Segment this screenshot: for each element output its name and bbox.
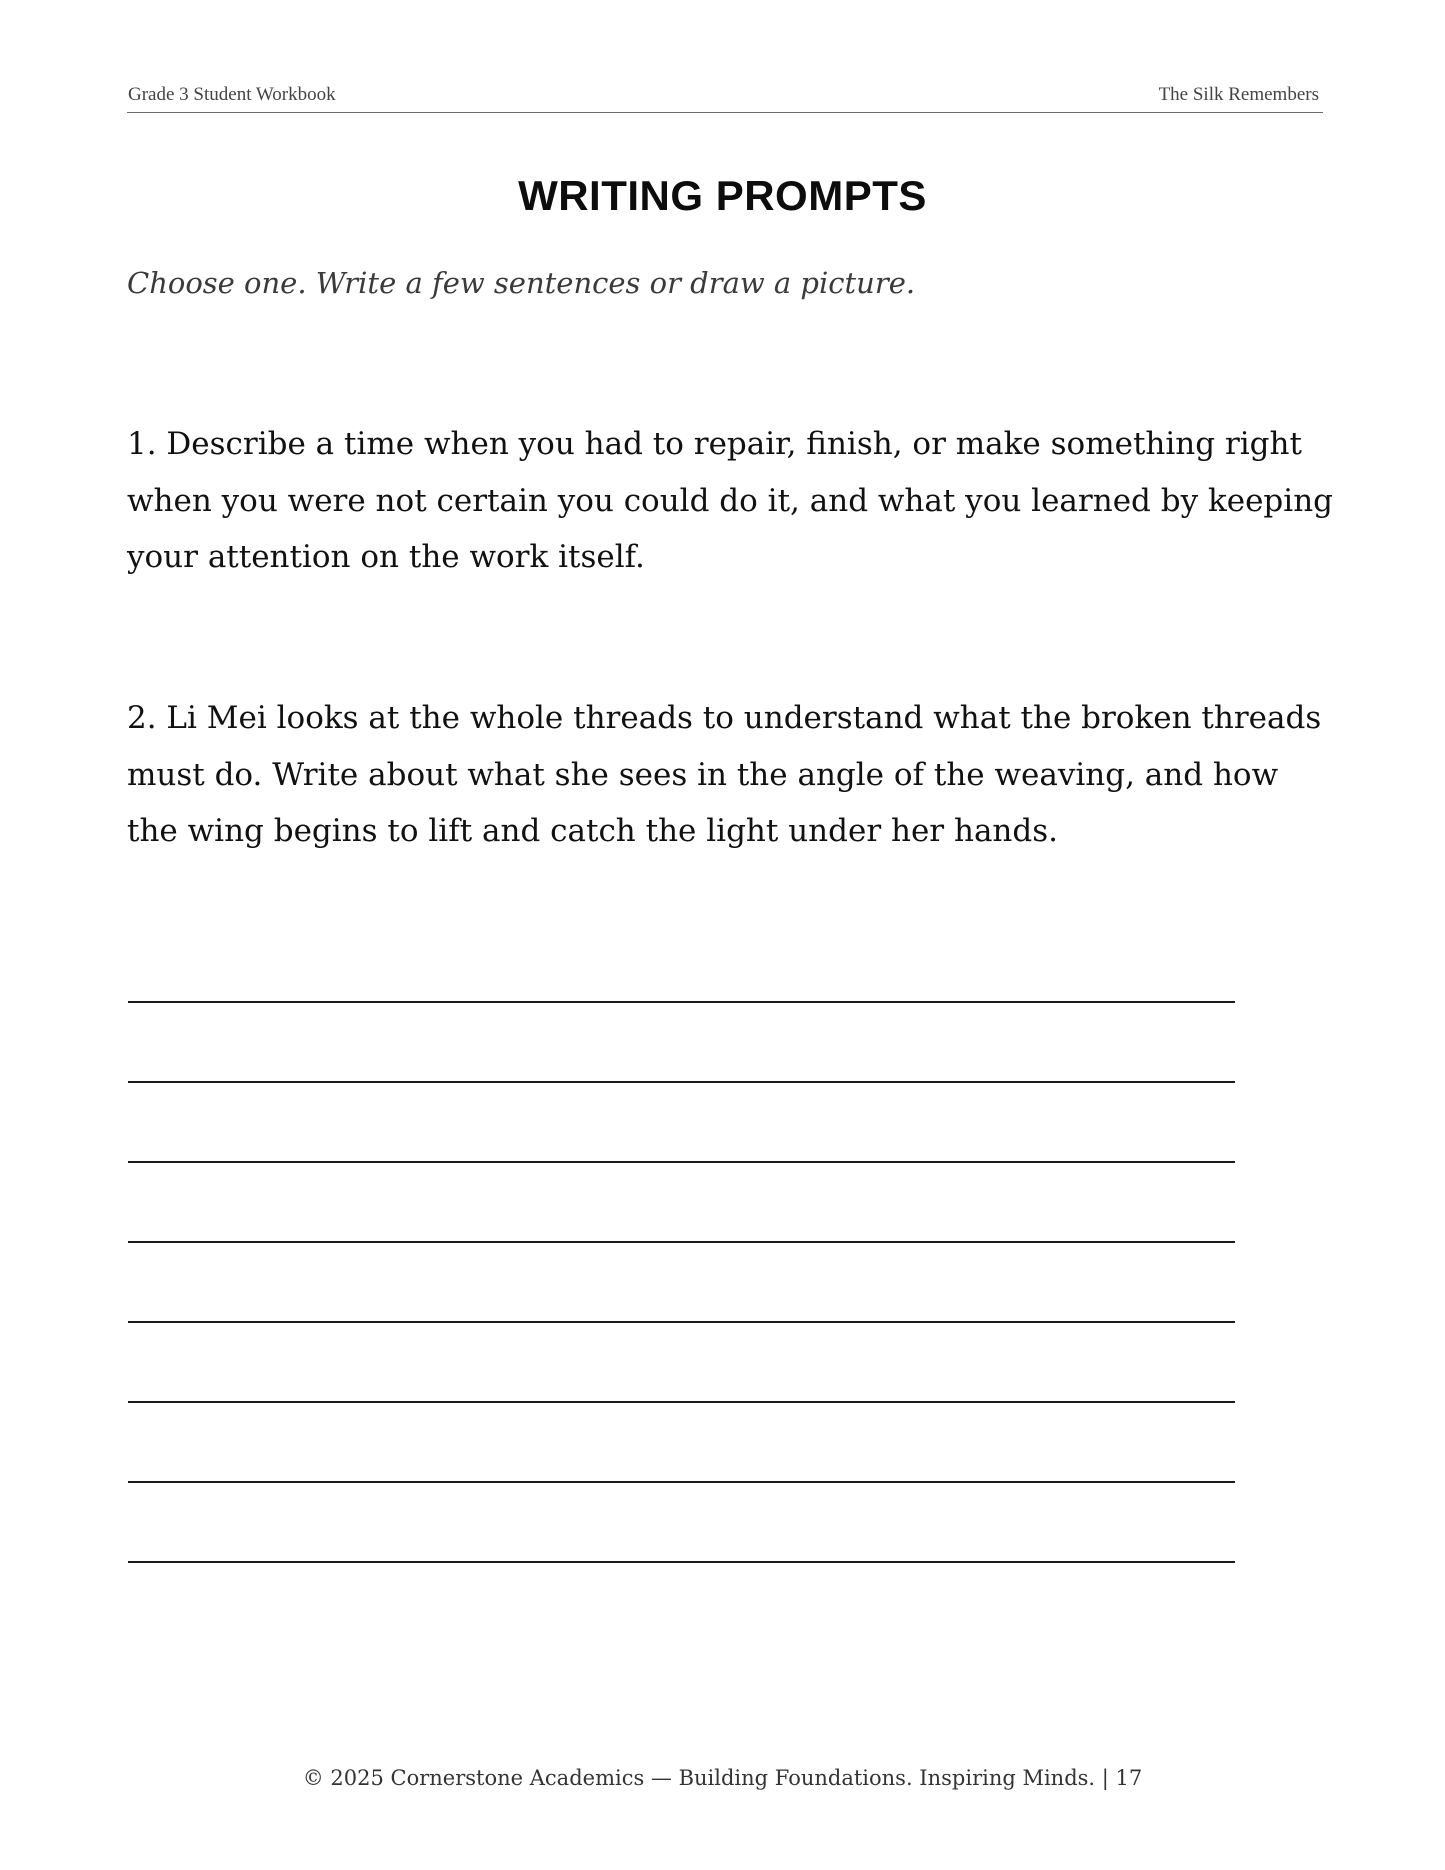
page-footer: © 2025 Cornerstone Academics — Building Foundations. Inspiring Minds. | 17 bbox=[302, 1766, 1143, 1790]
answer-line[interactable] bbox=[128, 1081, 1235, 1083]
answer-line[interactable] bbox=[128, 1561, 1235, 1563]
page-title: WRITING PROMPTS bbox=[518, 172, 927, 219]
writing-prompt-2: 2. Li Mei looks at the whole threads to understand what the broken threads must do. Write about what she sees in the angle of the weaving, and how the wing begins to lift and catch the light under her hands. bbox=[127, 700, 1322, 849]
instruction-text: Choose one. Write a few sentences or draw a picture. bbox=[127, 266, 916, 300]
page-header bbox=[127, 82, 1323, 113]
answer-line[interactable] bbox=[128, 1241, 1235, 1243]
answer-line[interactable] bbox=[128, 1321, 1235, 1323]
header-workbook-label: Grade 3 Student Workbook bbox=[128, 84, 336, 105]
answer-line[interactable] bbox=[128, 1401, 1235, 1403]
answer-line[interactable] bbox=[128, 1161, 1235, 1163]
header-book-title: The Silk Remembers bbox=[1158, 84, 1319, 105]
answer-line[interactable] bbox=[128, 1001, 1235, 1003]
answer-line[interactable] bbox=[128, 1481, 1235, 1483]
writing-prompt-1: 1. Describe a time when you had to repair, finish, or make something right when you were not certain you could do it, and what you learned by keeping your attention on the work itself. bbox=[127, 426, 1334, 575]
